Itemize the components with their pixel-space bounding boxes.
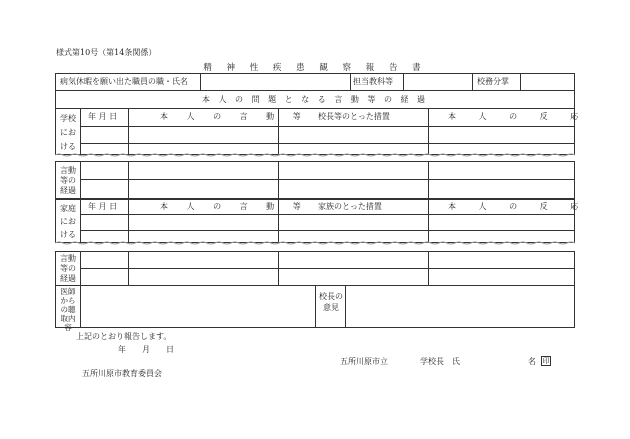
school-summary-label: 言動等の経過 [60,166,76,195]
report-text: 上記のとおり報告します。 [76,332,172,341]
school-col-date: 年 月 日 [88,112,118,121]
home-col-words: 本 人 の 言 動 等 [160,202,309,211]
home-cell-measures[interactable] [279,215,427,229]
home-col-date: 年 月 日 [88,202,118,211]
duty-field[interactable] [521,74,574,90]
break-line [55,153,576,157]
school-col-measures: 校長等のとった措置 [318,112,390,121]
name-suffix: 名 [528,357,536,366]
school-summary-table [55,161,575,199]
home-cell-words[interactable] [129,215,277,229]
school-cell-date[interactable] [81,127,127,142]
school-col-words: 本 人 の 言 動 等 [160,112,309,121]
home-cell-date[interactable] [81,215,127,229]
doctor-field[interactable] [81,286,314,327]
principal-field[interactable] [346,286,574,327]
duty-label: 校務分掌 [477,77,509,86]
applicant-label: 病気休暇を願い出た職員の職・氏名 [60,77,188,86]
seal-icon: 印 [542,357,550,365]
section-header: 本 人 の 問 題 と な る 言 動 等 の 経 過 [201,95,429,104]
home-side-label: 家庭における [60,204,76,239]
home-cell-reaction[interactable] [429,215,574,229]
home-col-reaction: 本 人 の 反 応 [448,202,589,211]
school-name: 五所川原市立 [340,357,388,366]
doctor-label: 医師からの聴取内容 [60,287,76,332]
principal-label: 校長の意見 [319,292,343,312]
board-name: 五所川原市教育委員会 [82,369,162,378]
school-col-reaction: 本 人 の 反 応 [448,112,589,121]
principal-name-label: 学校長 氏 [420,357,460,366]
school-cell-reaction[interactable] [429,127,574,142]
page-title: 精 神 性 疾 患 観 察 報 告 書 [203,63,427,73]
school-cell-words[interactable] [129,127,277,142]
home-col-measures: 家族のとった措置 [318,202,382,211]
break-line [55,241,576,245]
subject-field[interactable] [404,74,471,90]
school-cell-measures[interactable] [279,127,427,142]
home-summary-label: 言動等の経過 [60,254,76,283]
applicant-field[interactable] [201,74,349,90]
school-side-label: 学校における [60,114,76,151]
report-date: 年 月 日 [118,345,174,354]
form-number: 様式第10号（第14条関係） [56,48,157,57]
subject-label: 担当教科等 [353,77,393,86]
